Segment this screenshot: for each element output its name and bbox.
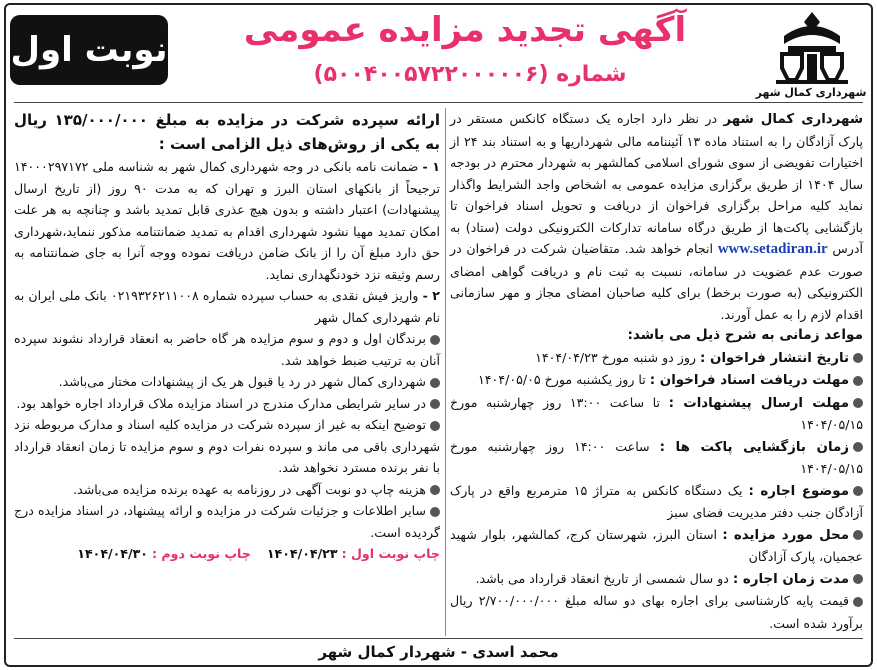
- print-second-date: ۱۴۰۴/۰۴/۳۰: [77, 546, 148, 561]
- bullet-icon: [853, 353, 863, 363]
- schedule-list: [450, 347, 863, 635]
- print-dates: [14, 543, 440, 565]
- bullet-icon: [430, 335, 440, 345]
- schedule-item: مدت زمان اجاره : دو سال شمسی از تاریخ انعقاد قرارداد می باشد.: [450, 568, 863, 591]
- bullet-icon: [853, 486, 863, 496]
- note-item: شهرداری کمال شهر در رد یا قبول هر یک از پیشنهادات مختار می‌باشد.: [14, 371, 440, 393]
- signature-footer: محمد اسدی - شهردار کمال شهر: [14, 638, 863, 661]
- bullet-icon: [853, 398, 863, 408]
- round-badge: نوبت اول: [10, 15, 168, 85]
- bullet-icon: [430, 421, 440, 431]
- note-item: هزینه چاپ دو نوبت آگهی در روزنامه به عهده برنده مزایده می‌باشد.: [14, 479, 440, 501]
- deposit-option-1: ۱ - ضمانت نامه بانکی در وجه شهرداری کمال شهر به شناسه ملی ۱۴۰۰۰۲۹۷۱۷۲ ترجیحاً از بانکهای استان البرز و تهران که به مدت ۹۰ روز (از تاریخ ارسال پیشنهادات) اعتبار داشته و بدون هیچ عذری قابل تمدید باشد و چنانچه به هر علت امکان تمدید مهیا نشود شهرداری اقدام به تمدید ضمانتنامه مذکور ننماید،شهرداری حق دارد مبلغ آن را از بانک ضامن دریافت نموده ووجه آنرا به جای ضمانتنامه به رسم وثیقه نزد خودنگهداری نماید.: [14, 159, 441, 282]
- schedule-item: مهلت دریافت اسناد فراخوان : تا روز یکشنبه مورخ ۱۴۰۴/۰۵/۰۵: [450, 369, 863, 392]
- right-column: [450, 108, 863, 634]
- notice-title: آگهی تجدید مزایده عمومی: [243, 10, 687, 50]
- deposit-lead: ارائه سپرده شرکت در مزایده به مبلغ ۱۳۵/۰۰۰/۰۰۰ ریال به یکی از روش‌های ذیل الزامی است :: [14, 111, 440, 153]
- note-item: برندگان اول و دوم و سوم مزایده هر گاه حاضر به انعقاد قرارداد نشوند سپرده آنان به ترتیب ضبط خواهد شد.: [14, 331, 440, 368]
- note-item: در سایر شرایطی مدارک مندرج در اسناد مزایده ملاک قرارداد اجاره خواهد بود.: [14, 393, 440, 415]
- intro-text-2: انجام خواهد شد. متقاضیان شرکت در فراخوان در صورت عدم عضویت در سامانه، نسبت به ثبت نام و دریافت گواهی امضای الکترونیکی (به صورت برخط) برای کلیه صاحبان امضای مجاز و مهر سازمانی اقدام لازم را به عمل آورند.: [450, 241, 863, 322]
- note-item: سایر اطلاعات و جزئیات شرکت در مزایده و ارائه پیشنهاد، در اسناد مزایده درج گردیده است.: [14, 503, 440, 540]
- left-column: [14, 108, 440, 565]
- bullet-icon: [853, 597, 863, 607]
- header-divider: [14, 102, 863, 103]
- bullet-icon: [430, 507, 440, 517]
- bullet-icon: [853, 376, 863, 386]
- schedule-item: مهلت ارسال پیشنهادات : تا ساعت ۱۳:۰۰ روز چهارشنبه مورخ ۱۴۰۴/۰۵/۱۵: [450, 394, 863, 432]
- deposit-option-2: ۲ - واریز فیش نقدی به حساب سپرده شماره ۰۲۱۹۳۲۶۲۱۱۰۰۸ بانک ملی ایران به نام شهرداری کمال شهر: [14, 288, 440, 325]
- bullet-icon: [853, 574, 863, 584]
- bullet-icon: [853, 530, 863, 540]
- setad-link[interactable]: www.setadiran.ir: [717, 241, 828, 257]
- note-item: توضیح اینکه به غیر از سپرده شرکت در مزایده کلیه اسناد و مدارک مربوطه نزد شهرداری باقی می ماند و سپرده نفرات دوم و سوم مزایده تا زمان انعقاد قرارداد با نفر برنده مسترد نخواهد شد.: [14, 417, 440, 475]
- schedule-item: محل مورد مزایده : استان البرز، شهرستان کرج، کمالشهر، بلوار شهید عجمیان، پارک آزادگان: [450, 526, 863, 564]
- bullet-icon: [430, 399, 440, 409]
- intro-lead: شهرداری کمال شهر: [723, 112, 863, 127]
- intro-text-1: در نظر دارد اجاره یک دستگاه کانکس مستقر در پارک آزادگان را به استناد ماده ۱۳ آئیننامه مالی شهرداریها و به استناد بند ۲۴ از اختیارات تفویضی از سوی شورای اسلامی کمالشهر به شهردار محترم در بودجه سال ۱۴۰۴ از طریق برگزاری مزایده عمومی به اشخاص واجد الشرایط واگذار نماید کلیه مراحل برگزاری فراخوان از دریافت و تحویل اسناد فراخوان تا بازگشایی پاکت‌ها از طریق درگاه سامانه تدارکات الکترونیکی دولت (ستاد) به آدرس: [450, 111, 863, 256]
- bullet-icon: [430, 378, 440, 388]
- schedule-item: قیمت پایه کارشناسی برای اجاره بهای دو ساله مبلغ ۲/۷۰۰/۰۰۰/۰۰۰ ریال برآورد شده است.: [450, 593, 863, 631]
- schedule-item: تاریخ انتشار فراخوان : روز دو شنبه مورخ ۱۴۰۴/۰۴/۲۳: [450, 347, 863, 370]
- print-first-label: چاپ نوبت اول :: [341, 546, 440, 561]
- notes-list: [14, 328, 440, 543]
- bullet-icon: [853, 442, 863, 452]
- column-divider: [445, 108, 446, 636]
- print-second-label: چاپ نوبت دوم :: [151, 546, 251, 561]
- bullet-icon: [430, 485, 440, 495]
- schedule-title: مواعد زمانی به شرح ذیل می باشد:: [627, 327, 863, 343]
- intro-paragraph: [450, 108, 863, 325]
- schedule-item: زمان بازگشایی پاکت ها : ساعت ۱۴:۰۰ روز چهارشنبه مورخ ۱۴۰۴/۰۵/۱۵: [450, 438, 863, 476]
- logo-caption: شهرداری کمال شهر: [755, 86, 867, 99]
- schedule-item: موضوع اجاره : یک دستگاه کانکس به متراژ ۱۵ مترمربع واقع در پارک آزادگان جنب دفتر مدیریت فضای سبز: [450, 482, 863, 520]
- print-first-date: ۱۴۰۴/۰۴/۲۳: [266, 546, 338, 561]
- notice-number: شماره (۵۰۰۴۰۰۵۷۲۲۰۰۰۰۰۶): [313, 62, 627, 87]
